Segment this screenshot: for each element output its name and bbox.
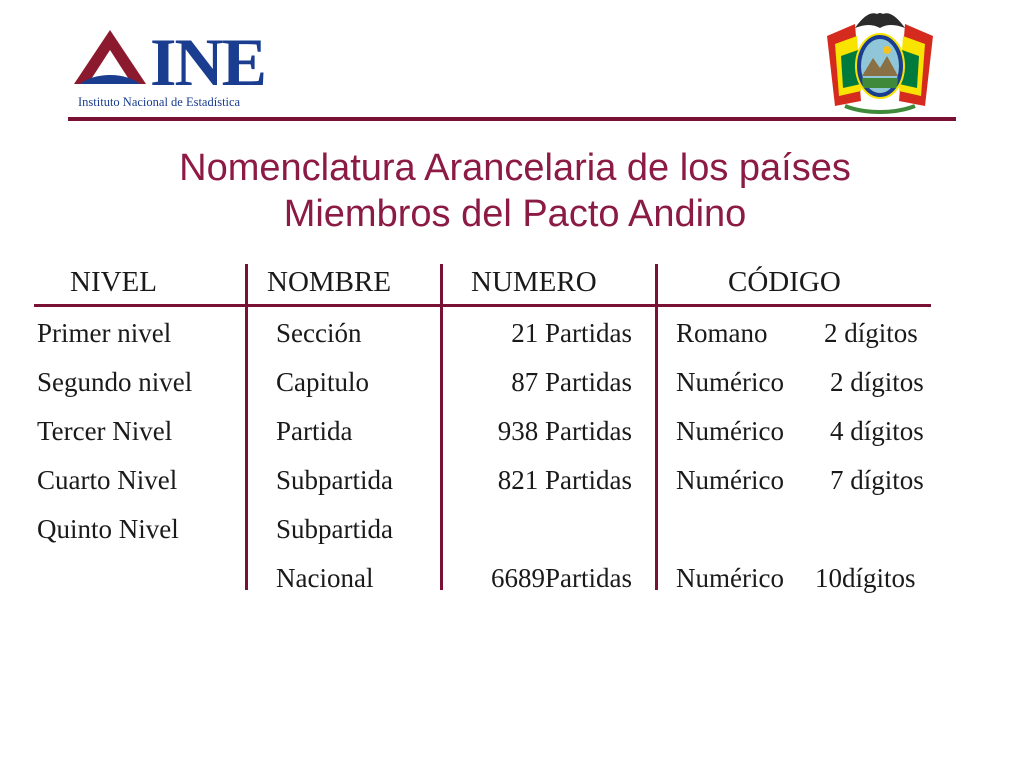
column-separator — [655, 264, 658, 590]
column-header-nombre: NOMBRE — [267, 266, 392, 298]
column-header-numero: NUMERO — [471, 266, 597, 298]
cell-nivel: Quinto Nivel — [37, 514, 179, 544]
cell-codigo-digitos: 4 dígitos — [830, 416, 924, 446]
cell-nivel: Primer nivel — [37, 318, 172, 348]
bolivia-coat-of-arms-icon — [815, 6, 945, 118]
cell-nombre: Capitulo — [276, 367, 369, 397]
header-divider — [68, 117, 956, 121]
cell-nivel: Segundo nivel — [37, 367, 193, 397]
cell-codigo-tipo: Numérico — [676, 563, 784, 593]
cell-codigo-digitos: 7 dígitos — [830, 465, 924, 495]
cell-numero: 21 Partidas — [511, 318, 632, 348]
column-header-nivel: NIVEL — [70, 266, 157, 298]
title-line-2: Miembros del Pacto Andino — [283, 193, 747, 235]
logo-wordmark: INE — [150, 24, 265, 100]
cell-nombre: Subpartida — [276, 514, 393, 544]
cell-codigo-tipo: Numérico — [676, 367, 784, 397]
cell-nombre: Partida — [276, 416, 353, 446]
cell-codigo-digitos: 10dígitos — [815, 563, 916, 593]
cell-nivel: Cuarto Nivel — [37, 465, 178, 495]
ine-mountain-icon — [70, 22, 150, 92]
ine-logo — [70, 22, 270, 117]
title-line-1: Nomenclatura Arancelaria de los países — [179, 147, 851, 189]
cell-codigo-tipo: Numérico — [676, 416, 784, 446]
table-header-rule — [34, 304, 931, 307]
cell-codigo-digitos: 2 dígitos — [824, 318, 918, 348]
cell-numero: 938 Partidas — [497, 416, 632, 446]
cell-numero: 821 Partidas — [497, 465, 632, 495]
logo-subtitle: Instituto Nacional de Estadística — [78, 95, 241, 109]
cell-nombre: Nacional — [276, 563, 374, 593]
column-header-codigo: CÓDIGO — [728, 266, 841, 298]
cell-codigo-tipo: Romano — [676, 318, 768, 348]
cell-nivel: Tercer Nivel — [37, 416, 173, 446]
page-title — [60, 145, 970, 237]
cell-codigo-tipo: Numérico — [676, 465, 784, 495]
cell-nombre: Sección — [276, 318, 362, 348]
cell-nombre: Subpartida — [276, 465, 393, 495]
cell-codigo-digitos: 2 dígitos — [830, 367, 924, 397]
column-separator — [245, 264, 248, 590]
cell-numero: 6689Partidas — [491, 563, 632, 593]
cell-numero: 87 Partidas — [511, 367, 632, 397]
